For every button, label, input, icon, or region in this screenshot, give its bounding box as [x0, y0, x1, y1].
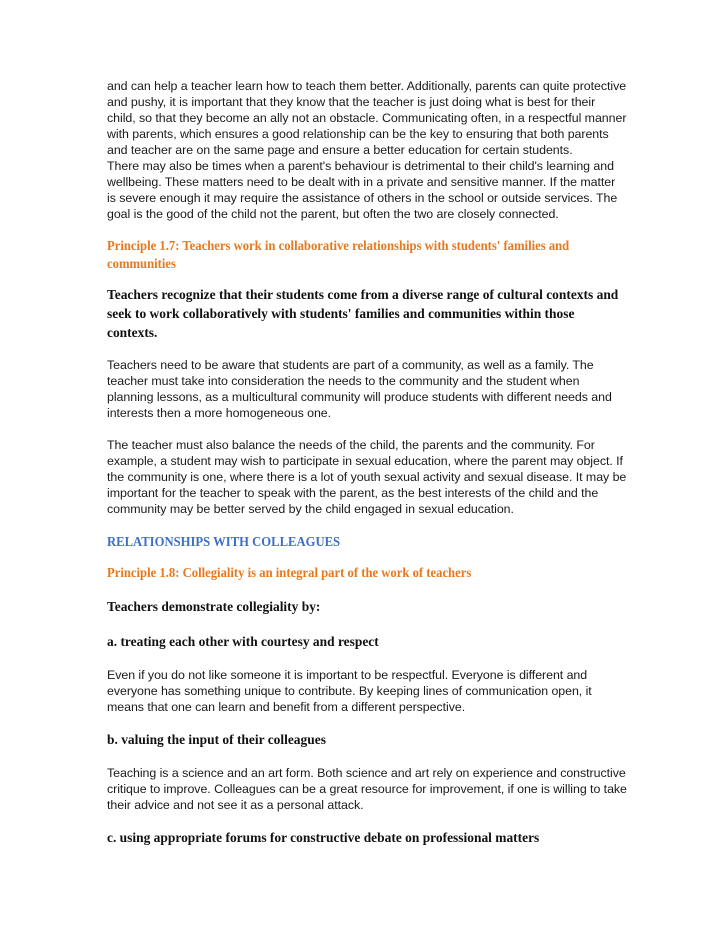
document-page	[107, 78, 627, 848]
paragraph-community-awareness: Teachers need to be aware that students are part of a community, as well as a family. The teacher must take into consideration the needs to the community and the student when planning lessons, as a multicultural community will produce students with different needs and interests then a more homogeneous one.	[107, 358, 612, 420]
paragraph-science-art: Teaching is a science and an art form. Both science and art rely on experience and constructive critique to improve. Colleagues can be a great resource for improvement, if one is willing to take their advice and not see it as a personal attack.	[107, 766, 627, 812]
paragraph-respect: Even if you do not like someone it is important to be respectful. Everyone is different and everyone has something unique to contribute. By keeping lines of communication open, it means that one can learn and benefit from a different perspective.	[107, 668, 592, 714]
paragraph-parent-behaviour: There may also be times when a parent's behaviour is detrimental to their child's learning and wellbeing. These matters need to be dealt with in a private and sensitive manner. If the matter is severe enough it may require the assistance of others in the school or outside services. The goal is the good of the child not the parent, but often the two are closely connected.	[107, 159, 618, 221]
principle-1-8-heading: Principle 1.8: Collegiality is an integral part of the work of teachers	[107, 565, 472, 580]
paragraph-balance-needs: The teacher must also balance the needs of the child, the parents and the community. For example, a student may wish to participate in sexual education, where the parent may object. If the community is one, where there is a lot of youth sexual activity and sexual disease. It may be important for the teacher to speak with the parent, as the best interests of the child and the community may be better served by the child engaged in sexual education.	[107, 438, 627, 516]
item-c-heading: c. using appropriate forums for constructive debate on professional matters	[107, 831, 540, 846]
relationships-with-colleagues-heading: RELATIONSHIPS WITH COLLEAGUES	[107, 534, 341, 549]
paragraph-parent-communication: and can help a teacher learn how to teach them better. Additionally, parents can quite protective and pushy, it is important that they know that the teacher is just doing what is best for their child, so that they become an ally not an obstacle. Communicating often, in a respectful manner with parents, which ensures a good relationship can be the key to ensuring that both parents and teacher are on the same page and ensure a better education for certain students.	[107, 79, 627, 157]
teachers-recognize-heading: Teachers recognize that their students come from a diverse range of cultural contexts and seek to work collaboratively with students' families and communities within those contexts.	[107, 288, 619, 341]
principle-1-7-heading: Principle 1.7: Teachers work in collaborative relationships with students' families and communities	[107, 238, 570, 271]
collegiality-by-heading: Teachers demonstrate collegiality by:	[107, 600, 321, 615]
item-b-heading: b. valuing the input of their colleagues	[107, 733, 326, 748]
item-a-heading: a. treating each other with courtesy and respect	[107, 635, 379, 650]
